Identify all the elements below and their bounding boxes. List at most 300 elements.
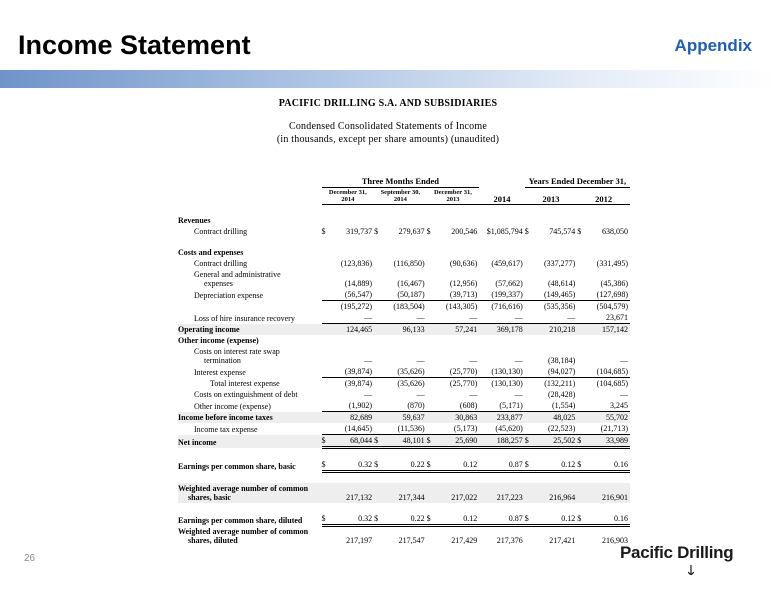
column-header-line1: December 31, (434, 189, 472, 196)
table-row (178, 324, 630, 336)
value-cell: (149,465) (533, 289, 577, 301)
value-cell: 0.32 (330, 459, 374, 472)
value-cell: — (416, 356, 425, 365)
value-cell: (132,211) (533, 378, 577, 390)
currency-symbol (427, 289, 435, 301)
column-header (374, 188, 427, 205)
value-cell: 48,025 (533, 412, 577, 424)
value-cell: — (620, 356, 628, 365)
value-cell: 3,245 (610, 401, 628, 410)
section-label: Appendix (674, 36, 752, 55)
income-statement-table (178, 176, 630, 546)
currency-symbol (577, 389, 585, 400)
currency-symbol (374, 324, 382, 336)
column-header (577, 188, 630, 205)
currency-symbol: $ (525, 513, 533, 526)
value-cell: — (514, 356, 523, 365)
group-header-row (178, 176, 630, 188)
row-label (178, 513, 322, 526)
currency-symbol (374, 483, 382, 503)
value-cell: (608) (459, 401, 478, 410)
table-row (178, 378, 630, 390)
row-label-text-cont: shares, basic (188, 493, 231, 502)
row-label (178, 247, 322, 258)
company-logo: Pacific Drilling (620, 543, 734, 562)
currency-symbol: $ (427, 435, 435, 448)
currency-symbol (525, 400, 533, 412)
value-cell: (48,614) (547, 279, 576, 288)
row-label-text: Earnings per common share, diluted (178, 515, 303, 525)
row-label (178, 412, 322, 424)
value-cell: (14,889) (344, 279, 373, 288)
currency-symbol (525, 423, 533, 435)
currency-symbol (322, 258, 330, 269)
row-label-text: Net income (178, 437, 217, 447)
value-cell: (16,467) (397, 279, 425, 288)
value-cell: (45,620) (479, 423, 524, 435)
currency-symbol (427, 423, 435, 435)
row-label (178, 459, 322, 472)
slide-title: Income Statement (18, 30, 251, 60)
row-label-text: Revenues (178, 216, 211, 225)
currency-symbol (322, 324, 330, 336)
table-row (178, 435, 630, 448)
value-cell: 0.12 (435, 513, 480, 526)
row-label (178, 435, 322, 448)
currency-symbol (577, 412, 585, 424)
value-cell: (11,536) (382, 423, 426, 435)
currency-symbol: $ (427, 459, 435, 472)
currency-symbol (427, 312, 435, 324)
value-cell: — (469, 356, 478, 365)
value-cell: 82,689 (330, 412, 374, 424)
value-cell: 233,877 (479, 412, 524, 424)
value-cell: 216,901 (585, 483, 630, 503)
value-cell: (5,173) (435, 423, 480, 435)
header-gradient-bar (0, 70, 776, 88)
currency-symbol: $ (577, 459, 585, 472)
value-cell: (35,626) (382, 366, 426, 378)
currency-symbol: $ (525, 435, 533, 448)
value-cell: 217,197 (346, 535, 373, 545)
currency-symbol (374, 412, 382, 424)
value-cell: 124,465 (330, 324, 374, 336)
row-label-text: Costs on extinguishment of debt (194, 390, 298, 399)
currency-symbol (322, 269, 330, 289)
row-label-text: Contract drilling (194, 227, 248, 236)
currency-symbol (577, 301, 585, 313)
value-cell: (50,187) (382, 289, 426, 301)
row-label (178, 215, 322, 226)
row-label-text-cont: termination (204, 356, 241, 365)
value-cell: (104,685) (585, 366, 630, 378)
currency-symbol (525, 526, 533, 546)
value-cell: 279,637 (398, 227, 425, 236)
value-cell: (337,277) (543, 259, 576, 268)
row-label (178, 483, 322, 503)
currency-symbol (577, 483, 585, 503)
value-cell: — (514, 390, 523, 399)
value-cell: 217,344 (382, 483, 426, 503)
row-label-text: Loss of hire insurance recovery (194, 313, 295, 323)
table-row (178, 483, 630, 503)
row-label-text: Weighted average number of common (178, 526, 309, 536)
row-label (178, 301, 322, 313)
row-label (178, 312, 322, 324)
value-cell: 217,547 (398, 535, 425, 545)
column-header-row (178, 188, 630, 205)
currency-symbol (374, 423, 382, 435)
currency-symbol (577, 324, 585, 336)
value-cell: (127,698) (585, 289, 630, 301)
value-cell: 0.12 (533, 459, 577, 472)
value-cell: (12,956) (449, 279, 478, 288)
column-header-line1: 2013 (542, 194, 560, 204)
currency-symbol (577, 366, 585, 378)
currency-symbol: $ (322, 459, 330, 472)
value-cell: 217,132 (330, 483, 374, 503)
currency-symbol (374, 366, 382, 378)
row-label-text: Costs and expenses (178, 248, 244, 257)
currency-symbol (374, 346, 382, 366)
value-cell: (35,626) (382, 378, 426, 390)
row-label (178, 289, 322, 301)
row-label-text-cont: expenses (204, 279, 233, 288)
currency-symbol (322, 346, 330, 366)
currency-symbol: $ (577, 227, 582, 236)
row-label (178, 258, 322, 269)
row-label-text: Operating income (178, 325, 240, 334)
value-cell: 25,690 (435, 435, 480, 448)
page-number: 26 (24, 553, 36, 564)
value-cell: (39,874) (330, 366, 374, 378)
currency-symbol (525, 389, 533, 400)
currency-symbol (374, 389, 382, 400)
currency-symbol (322, 412, 330, 424)
value-cell: (25,770) (435, 378, 480, 390)
table-row (178, 312, 630, 324)
value-cell: 0.87 (479, 459, 524, 472)
value-cell: (94,027) (533, 366, 577, 378)
currency-symbol (427, 258, 435, 269)
value-cell: 217,376 (496, 535, 523, 545)
currency-symbol (577, 423, 585, 435)
currency-symbol (322, 483, 330, 503)
row-label-text: Income tax expense (194, 424, 258, 434)
value-cell: 638,050 (602, 227, 628, 236)
value-cell: 319,737 (346, 227, 373, 236)
currency-symbol: $ (426, 227, 431, 236)
table-row (178, 335, 630, 346)
value-cell: 57,241 (435, 324, 480, 336)
value-cell: 33,989 (585, 435, 630, 448)
currency-symbol (427, 378, 435, 390)
row-label-text: Other income (expense) (178, 336, 259, 345)
row-label (178, 346, 322, 366)
row-label-text: Depreciation expense (194, 290, 264, 300)
column-header-line1: 2014 (493, 194, 511, 204)
value-cell: (130,130) (479, 378, 524, 390)
currency-symbol: $ (577, 435, 585, 448)
value-cell: (331,495) (596, 259, 628, 268)
table-row (178, 423, 630, 435)
value-cell: 217,223 (479, 483, 524, 503)
value-cell: (116,850) (393, 259, 425, 268)
value-cell: (716,616) (479, 301, 524, 313)
table-row (178, 346, 630, 366)
currency-symbol (525, 258, 533, 269)
value-cell: 0.22 (382, 513, 426, 526)
value-cell: 200,546 (451, 227, 478, 236)
value-cell: (22,523) (533, 423, 577, 435)
currency-symbol (427, 269, 435, 289)
currency-symbol (427, 483, 435, 503)
currency-symbol (322, 301, 330, 313)
value-cell: (870) (407, 401, 425, 410)
value-cell: (459,617) (491, 259, 523, 268)
value-cell: 216,903 (602, 535, 628, 545)
currency-symbol (577, 258, 585, 269)
currency-symbol (577, 269, 585, 289)
value-cell: 217,429 (451, 535, 478, 545)
value-cell: (25,770) (435, 366, 480, 378)
value-cell: (1,554) (551, 401, 576, 410)
value-cell: 216,964 (533, 483, 577, 503)
value-cell: 55,702 (585, 412, 630, 424)
currency-symbol (427, 366, 435, 378)
value-cell: (38,184) (547, 356, 576, 365)
value-cell: — (364, 390, 373, 399)
currency-symbol (374, 301, 382, 313)
currency-symbol (322, 400, 330, 412)
column-header (427, 188, 480, 205)
column-header (479, 188, 524, 205)
company-name: PACIFIC DRILLING S.A. AND SUBSIDIARIES (278, 98, 498, 109)
value-cell: (199,337) (479, 289, 524, 301)
currency-symbol (525, 346, 533, 366)
currency-symbol (525, 378, 533, 390)
currency-symbol (322, 526, 330, 546)
row-label-text: Weighted average number of common (178, 484, 309, 493)
value-cell: (1,902) (348, 401, 373, 410)
currency-symbol: $ (322, 513, 330, 526)
value-cell: 0.16 (585, 513, 630, 526)
value-cell: (5,171) (499, 401, 523, 410)
value-cell: — (364, 356, 373, 365)
value-cell: (28,428) (547, 390, 576, 399)
value-cell: (183,504) (382, 301, 426, 313)
currency-symbol (427, 301, 435, 313)
currency-symbol: $ (321, 227, 326, 236)
value-cell: (143,305) (435, 301, 480, 313)
row-label-text: General and administrative (194, 270, 281, 279)
row-label (178, 335, 322, 346)
currency-symbol (374, 289, 382, 301)
value-cell: — (416, 390, 425, 399)
table-row (178, 301, 630, 313)
value-cell: — (469, 390, 478, 399)
value-cell: (195,272) (330, 301, 374, 313)
value-cell: 96,133 (382, 324, 426, 336)
currency-symbol (427, 400, 435, 412)
value-cell: (45,386) (600, 279, 628, 288)
currency-symbol (525, 324, 533, 336)
currency-symbol: $ (374, 459, 382, 472)
value-cell: 0.12 (435, 459, 480, 472)
currency-symbol (322, 366, 330, 378)
currency-symbol: $ (374, 227, 379, 236)
row-label (178, 269, 322, 289)
column-header (525, 188, 578, 205)
table-row (178, 412, 630, 424)
currency-symbol (374, 400, 382, 412)
value-cell: 745,574 (549, 227, 576, 236)
currency-symbol (525, 269, 533, 289)
row-label-text: Earnings per common share, basic (178, 461, 296, 471)
row-label (178, 226, 322, 237)
group-header-three-months: Three Months Ended (322, 176, 480, 188)
value-cell: (123,836) (340, 259, 373, 268)
value-cell: $1,085,794 (486, 227, 523, 236)
value-cell: 217,421 (549, 535, 576, 545)
table-row (178, 526, 630, 546)
currency-symbol: $ (524, 227, 529, 236)
currency-symbol (577, 289, 585, 301)
value-cell: 68,044 (330, 435, 374, 448)
currency-symbol (577, 400, 585, 412)
currency-symbol (525, 289, 533, 301)
table-row (178, 389, 630, 400)
row-label (178, 526, 322, 546)
currency-symbol (374, 269, 382, 289)
value-cell: 188,257 (479, 435, 524, 448)
currency-symbol (525, 366, 533, 378)
value-cell: 0.32 (330, 513, 374, 526)
row-label-text: Interest expense (194, 367, 246, 377)
row-label (178, 400, 322, 412)
currency-symbol (322, 378, 330, 390)
currency-symbol (374, 258, 382, 269)
table-row (178, 269, 630, 289)
table-row (178, 400, 630, 412)
column-header-line2: 2014 (341, 196, 355, 203)
column-header-line2: 2013 (446, 196, 460, 203)
column-header-line2: 2014 (393, 196, 407, 203)
value-cell: (21,713) (585, 423, 630, 435)
value-cell: (56,547) (330, 289, 374, 301)
currency-symbol (322, 312, 330, 324)
logo-mark-icon (688, 565, 694, 575)
column-header-line1: 2012 (595, 194, 613, 204)
row-label (178, 389, 322, 400)
currency-symbol (577, 526, 585, 546)
table-row (178, 247, 630, 258)
currency-symbol: $ (577, 513, 585, 526)
currency-symbol (577, 378, 585, 390)
currency-symbol (427, 526, 435, 546)
table-row (178, 366, 630, 378)
currency-symbol (322, 289, 330, 301)
group-header-years: Years Ended December 31, (525, 176, 630, 188)
value-cell: (57,662) (495, 279, 523, 288)
value-cell: (535,356) (533, 301, 577, 313)
currency-symbol (427, 346, 435, 366)
row-label-text: Contract drilling (194, 259, 248, 268)
currency-symbol (525, 301, 533, 313)
value-cell: 0.22 (382, 459, 426, 472)
statement-units-note: (in thousands, except per share amounts) (unaudited) (276, 134, 500, 145)
value-cell: 217,022 (435, 483, 480, 503)
table-row (178, 258, 630, 269)
value-cell: 25,502 (533, 435, 577, 448)
row-label-text: Total interest expense (210, 379, 280, 388)
table-row (178, 226, 630, 237)
value-cell: 0.16 (585, 459, 630, 472)
value-cell: (90,636) (449, 259, 478, 268)
row-label-text: Income before income taxes (178, 413, 273, 422)
value-cell: (130,130) (479, 366, 524, 378)
table-row (178, 513, 630, 526)
value-cell: 48,101 (382, 435, 426, 448)
currency-symbol (577, 312, 585, 324)
value-cell: — (620, 390, 628, 399)
row-label (178, 423, 322, 435)
currency-symbol (427, 389, 435, 400)
column-header-line1: September 30, (380, 189, 421, 196)
currency-symbol: $ (525, 459, 533, 472)
currency-symbol (525, 412, 533, 424)
currency-symbol: $ (322, 435, 330, 448)
column-header (322, 188, 375, 205)
value-cell: 23,671 (606, 313, 628, 322)
row-label (178, 366, 322, 378)
row-label-text-cont: shares, diluted (188, 535, 238, 545)
currency-symbol (427, 412, 435, 424)
currency-symbol (322, 389, 330, 400)
value-cell: — (514, 313, 523, 322)
value-cell: 210,218 (533, 324, 577, 336)
value-cell: — (567, 313, 576, 322)
currency-symbol (374, 526, 382, 546)
row-label (178, 378, 322, 390)
value-cell: 157,142 (585, 324, 630, 336)
currency-symbol (322, 423, 330, 435)
value-cell: (39,713) (435, 289, 480, 301)
value-cell: 30,863 (435, 412, 480, 424)
currency-symbol: $ (374, 513, 382, 526)
column-header-line1: December 31, (328, 189, 367, 196)
currency-symbol (525, 312, 533, 324)
row-label (178, 324, 322, 336)
currency-symbol (374, 312, 382, 324)
table-row (178, 215, 630, 226)
currency-symbol (374, 378, 382, 390)
value-cell: — (416, 313, 425, 322)
value-cell: (104,685) (585, 378, 630, 390)
value-cell: 0.12 (533, 513, 577, 526)
value-cell: — (364, 313, 373, 322)
currency-symbol: $ (427, 513, 435, 526)
value-cell: (14,645) (330, 423, 374, 435)
table-row (178, 459, 630, 472)
value-cell: (39,874) (330, 378, 374, 390)
value-cell: 0.87 (479, 513, 524, 526)
value-cell: (504,579) (585, 301, 630, 313)
currency-symbol (525, 483, 533, 503)
currency-symbol (577, 346, 585, 366)
row-label-text: Other income (expense) (194, 401, 271, 411)
table-row (178, 289, 630, 301)
